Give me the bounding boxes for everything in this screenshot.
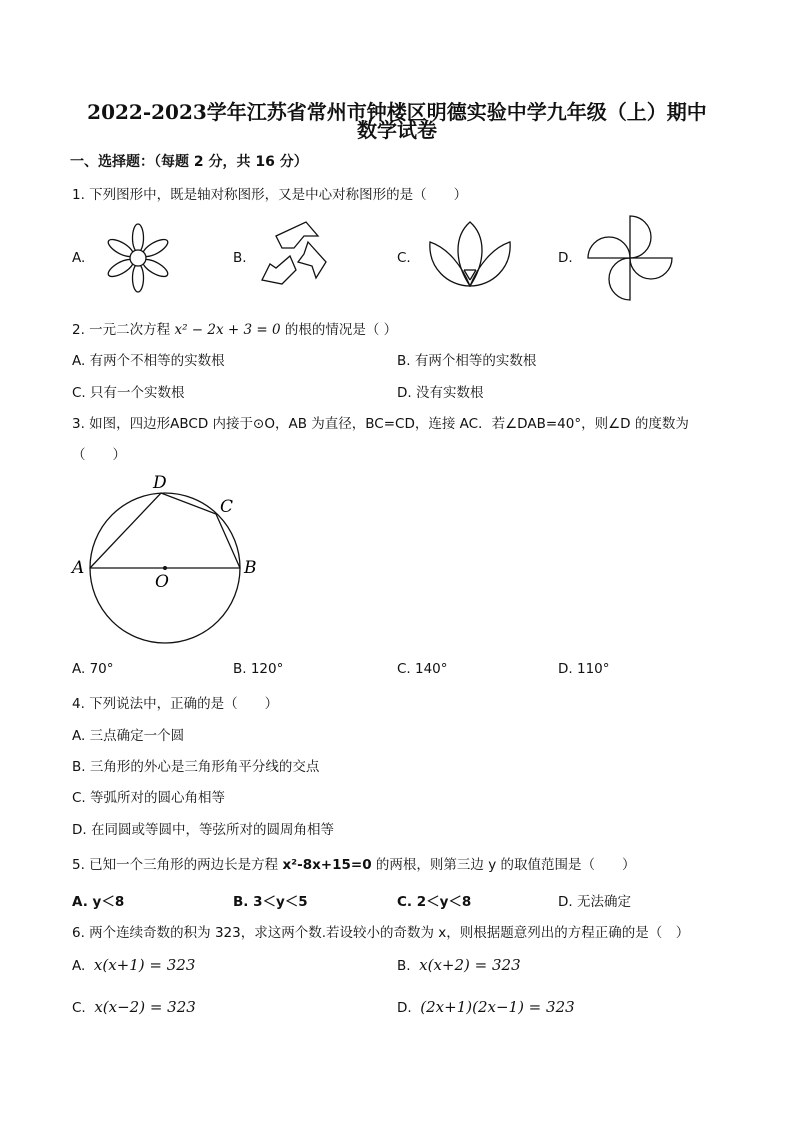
q2-option-d: D. 没有实数根	[397, 385, 484, 401]
question-4-stem: 4. 下列说法中，正确的是（ ）	[72, 696, 279, 712]
q1-option-c-label: C.	[397, 250, 411, 266]
q1-option-b-label: B.	[233, 250, 247, 266]
q6-d-label: D.	[397, 1000, 412, 1016]
label-o: O	[155, 572, 169, 592]
q1-flower-figure	[100, 218, 176, 298]
q1-recycle-figure	[256, 220, 332, 292]
section-heading: 一、选择题：（每题 2 分，共 16 分）	[70, 154, 308, 170]
q6-option-b	[397, 956, 521, 974]
question-6-stem: 6. 两个连续奇数的积为 323，求这两个数.若设较小的奇数为 x，则根据题意列出的方程正确的是（ ）	[72, 925, 690, 941]
label-b: B	[244, 558, 257, 578]
q6-c-equation: x(x−2) = 323	[94, 998, 196, 1016]
question-2-stem	[72, 318, 397, 338]
q6-a-equation: x(x+1) = 323	[93, 956, 196, 974]
q5-option-b: B. 3＜y＜5	[233, 894, 308, 910]
quadrilateral-abcd	[90, 493, 240, 568]
q5-stem-pre: 5. 已知一个三角形的两边长是方程	[72, 857, 283, 873]
question-1-stem: 1. 下列图形中，既是轴对称图形，又是中心对称图形的是（ ）	[72, 187, 468, 203]
q6-c-label: C.	[72, 1000, 86, 1016]
q3-circle-diagram	[66, 470, 266, 650]
q4-option-a: A. 三点确定一个圆	[72, 728, 185, 744]
q2-option-c: C. 只有一个实数根	[72, 385, 185, 401]
question-3-stem: 3. 如图，四边形ABCD 内接于⊙O，AB 为直径，BC=CD，连接 AC．若∠DAB=40°，则∠D 的度数为	[72, 416, 689, 432]
q5-stem-post: 的两根，则第三边 y 的取值范围是（ ）	[371, 857, 636, 873]
q1-pinwheel-figure	[586, 214, 674, 302]
question-3-stem-cont: （ ）	[72, 447, 126, 463]
q6-b-label: B.	[397, 958, 411, 974]
q3-option-d: D. 110°	[558, 661, 610, 677]
center-point	[163, 566, 167, 570]
q6-a-label: A.	[72, 958, 86, 974]
q6-b-equation: x(x+2) = 323	[419, 956, 521, 974]
q2-option-b: B. 有两个相等的实数根	[397, 353, 537, 369]
q3-option-b: B. 120°	[233, 661, 284, 677]
q5-option-d: D. 无法确定	[558, 894, 631, 910]
q2-equation: x² − 2x + 3 = 0	[174, 322, 281, 338]
q2-stem-post: 的根的情况是（ ）	[280, 322, 398, 338]
label-c: C	[220, 497, 234, 517]
q2-stem-pre: 2. 一元二次方程	[72, 322, 175, 338]
q6-d-equation: (2x+1)(2x−1) = 323	[420, 998, 575, 1016]
q4-option-d: D. 在同圆或等圆中，等弦所对的圆周角相等	[72, 822, 334, 838]
q3-option-a: A. 70°	[72, 661, 114, 677]
label-d: D	[153, 473, 167, 493]
q3-option-c: C. 140°	[397, 661, 448, 677]
q4-option-c: C. 等弧所对的圆心角相等	[72, 790, 226, 806]
q1-lotus-figure	[424, 218, 516, 294]
q5-option-a: A. y＜8	[72, 894, 125, 910]
q2-option-a: A. 有两个不相等的实数根	[72, 353, 225, 369]
q6-option-c	[72, 998, 196, 1016]
q1-option-d-label: D.	[558, 250, 573, 266]
q4-option-b: B. 三角形的外心是三角形角平分线的交点	[72, 759, 320, 775]
q1-option-a-label: A.	[72, 250, 86, 266]
q6-option-d	[397, 998, 575, 1016]
page-title: 2022-2023学年江苏省常州市钟楼区明德实验中学九年级（上）期中	[87, 100, 707, 124]
label-a: A	[72, 558, 85, 578]
q5-option-c: C. 2＜y＜8	[397, 894, 472, 910]
question-5-stem	[72, 853, 635, 873]
q6-option-a	[72, 956, 195, 974]
page-subtitle: 数学试卷	[357, 118, 437, 142]
q5-equation: x²-8x+15=0	[282, 857, 372, 873]
